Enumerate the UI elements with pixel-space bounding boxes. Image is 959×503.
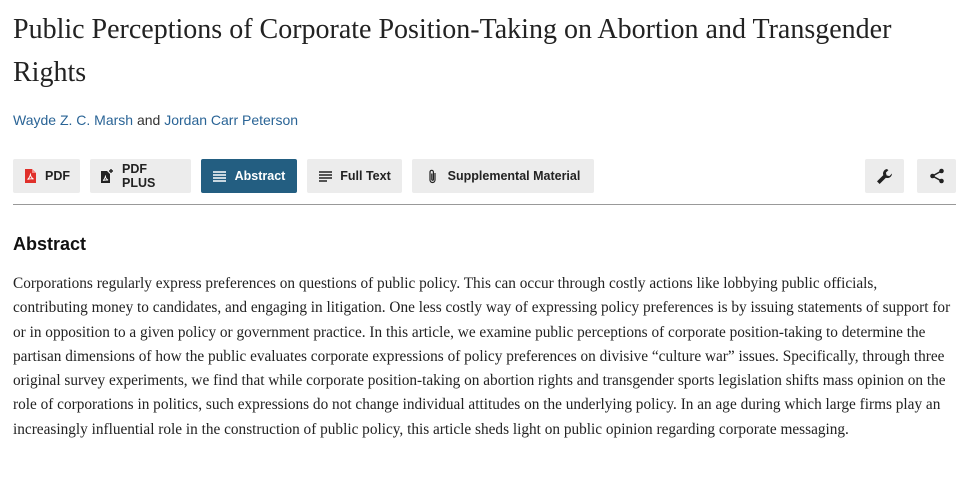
pdf-button[interactable] [13, 159, 80, 193]
tab-full-text-label: Full Text [340, 169, 391, 183]
paperclip-icon [426, 169, 440, 183]
pdf-plus-icon [100, 169, 114, 183]
pdf-button-label: PDF [45, 169, 70, 183]
tools-button[interactable] [865, 159, 904, 193]
share-icon [928, 167, 946, 185]
pdf-plus-button[interactable] [90, 159, 191, 193]
abstract-heading: Abstract [13, 234, 87, 254]
article-toolbar [13, 159, 956, 193]
text-lines-icon [318, 169, 332, 183]
author-conjunction: and [133, 112, 165, 128]
toolbar-divider [13, 204, 956, 205]
tab-supplemental-material[interactable] [412, 159, 594, 193]
author-list [13, 110, 298, 130]
author-link-marsh[interactable]: Wayde Z. C. Marsh [13, 112, 134, 128]
wrench-icon [876, 167, 894, 185]
tab-abstract[interactable] [201, 159, 297, 193]
abstract-text: Corporations regularly express preferences on questions of public policy. This can occur through costly actions like lobbying public officials, contributing money to candidates, and engaging in litigation. One less costly way of expressing policy preferences is by issuing statements of support for or in opposition to a given policy or government practice. In this article, we examine public perceptions of corporate position-taking to determine the partisan dimensions of how the public evaluates corporate expressions of policy preferences on divisive “culture war” issues. Specifically, through three original survey experiments, we find that while corporate position-taking on abortion rights and transgender sports legislation shifts mass opinion on the role of corporations in politics, such expressions do not change individual attitudes on the underlying policy. In an age during which large firms play an increasingly influential role in the construction of public policy, this article sheds light on public opinion regarding corporate messaging. [13, 275, 951, 438]
tab-supplemental-label: Supplemental Material [447, 169, 581, 183]
article-title: Public Perceptions of Corporate Position-Taking on Abortion and Transgender Rights [13, 14, 892, 88]
pdf-plus-button-label: PDF PLUS [122, 162, 156, 190]
list-lines-icon [213, 169, 227, 183]
author-link-peterson[interactable]: Jordan Carr Peterson [164, 112, 299, 128]
tab-abstract-label: Abstract [234, 169, 286, 183]
pdf-file-icon [23, 169, 37, 183]
share-button[interactable] [917, 159, 956, 193]
tab-full-text[interactable] [307, 159, 402, 193]
